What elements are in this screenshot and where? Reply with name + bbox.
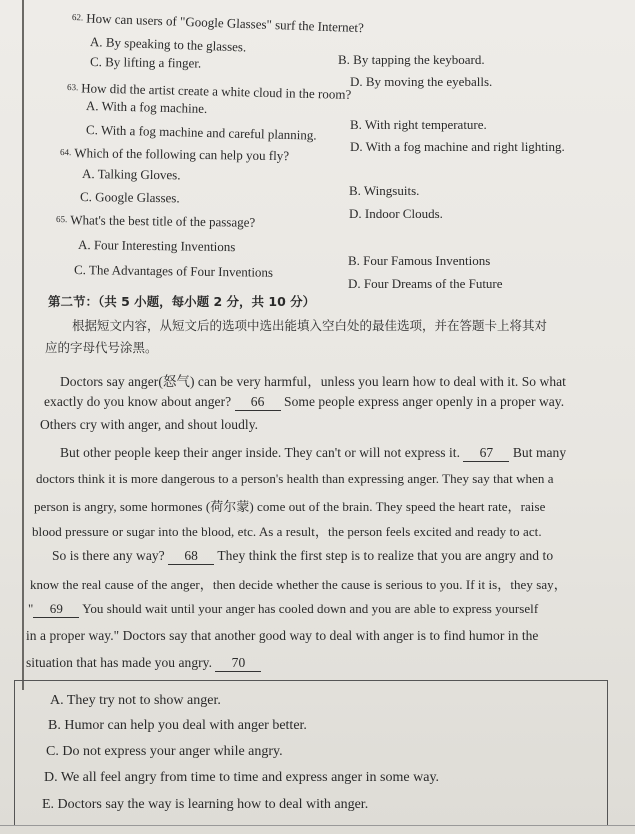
passage-line: in a proper way." Doctors say that another good way to deal with anger is to find humor in the [26,628,539,643]
passage-text: situation that has made you angry. [26,655,213,670]
option-64-a: A. Talking Gloves. [81,166,181,183]
passage-text: You should wait until your anger has cooled down and you are able to express yourself [82,601,539,616]
question-64 [60,145,289,164]
passage-text: But other people keep their anger inside. They can't or will not express it. [60,445,460,460]
question-text: Which of the following can help you fly? [74,145,290,164]
blank-68: 68 [168,548,214,565]
question-number: 65. [55,214,68,225]
passage-text: So is there any way? [52,548,165,563]
option-62-d: D. By moving the eyeballs. [350,74,493,89]
choice-d: D. We all feel angry from time to time and express anger in some way. [44,770,440,785]
question-text: How can users of "Google Glasses" surf the Internet? [85,10,365,36]
passage-line [60,445,566,462]
passage-line: person is angry, some hormones (荷尔蒙) come out of the brain. They speed the heart rate，raise [34,499,546,514]
question-65 [56,212,255,231]
section-instruction-line1: 根据短文内容，从短文后的选项中选出能填入空白处的最佳选项，并在答题卡上将其对 [72,318,548,333]
passage-line [44,394,564,411]
option-65-a: A. Four Interesting Inventions [77,237,236,255]
choice-a: A. They try not to show anger. [50,693,221,708]
option-63-a: A. With a fog machine. [85,98,208,116]
blank-66: 66 [235,394,281,411]
option-65-d: D. Four Dreams of the Future [348,276,503,291]
passage-line: Doctors say anger(怒气) can be very harmful，unless you learn how to deal with it. So what [60,374,566,389]
question-number: 62. [71,12,84,23]
passage-line [28,601,538,618]
option-65-c: C. The Advantages of Four Inventions [73,262,274,280]
option-65-b: B. Four Famous Inventions [348,253,491,268]
passage-line: blood pressure or sugar into the blood, etc. As a result，the person feels excited and ready to act. [32,524,542,539]
passage-text: Some people express anger openly in a proper way. [284,394,565,409]
option-63-b: B. With right temperature. [350,117,487,132]
question-number: 63. [66,82,79,93]
passage-line: doctors think it is more dangerous to a person's health than expressing anger. They say that when a [36,471,554,486]
option-64-b: B. Wingsuits. [349,183,420,198]
choice-b: B. Humor can help you deal with anger better. [48,718,307,733]
blank-69: 69 [33,601,79,618]
option-64-d: D. Indoor Clouds. [349,206,443,221]
passage-line [26,655,261,672]
blank-70: 70 [215,655,261,672]
option-63-d: D. With a fog machine and right lighting. [350,139,565,154]
passage-text: " [28,601,34,616]
passage-line: Others cry with anger, and shout loudly. [40,417,259,432]
option-63-c: C. With a fog machine and careful planning. [85,122,317,143]
option-62-a: A. By speaking to the glasses. [89,34,247,55]
blank-67: 67 [463,445,509,462]
option-62-b: B. By tapping the keyboard. [338,52,485,67]
question-text: What's the best title of the passage? [70,212,256,230]
choice-e: E. Doctors say the way is learning how to deal with anger. [42,797,369,812]
question-number: 64. [59,147,72,158]
section-heading: 第二节：（共 5 小题，每小题 2 分，共 10 分） [48,294,316,309]
question-text: How did the artist create a white cloud in the room? [81,80,352,102]
passage-line: know the real cause of the anger，then decide whether the cause is serious to you. If it is，they say， [30,577,567,592]
choice-c: C. Do not express your anger while angry. [46,744,283,759]
option-62-c: C. By lifting a finger. [89,54,202,71]
passage-text: But many [512,445,567,460]
passage-text: exactly do you know about anger? [44,394,232,409]
passage-text: They think the first step is to realize that you are angry and to [217,548,554,563]
option-64-c: C. Google Glasses. [79,189,180,206]
passage-line [52,548,553,565]
question-62 [72,10,364,36]
section-instruction-line2: 应的字母代号涂黑。 [45,340,158,355]
